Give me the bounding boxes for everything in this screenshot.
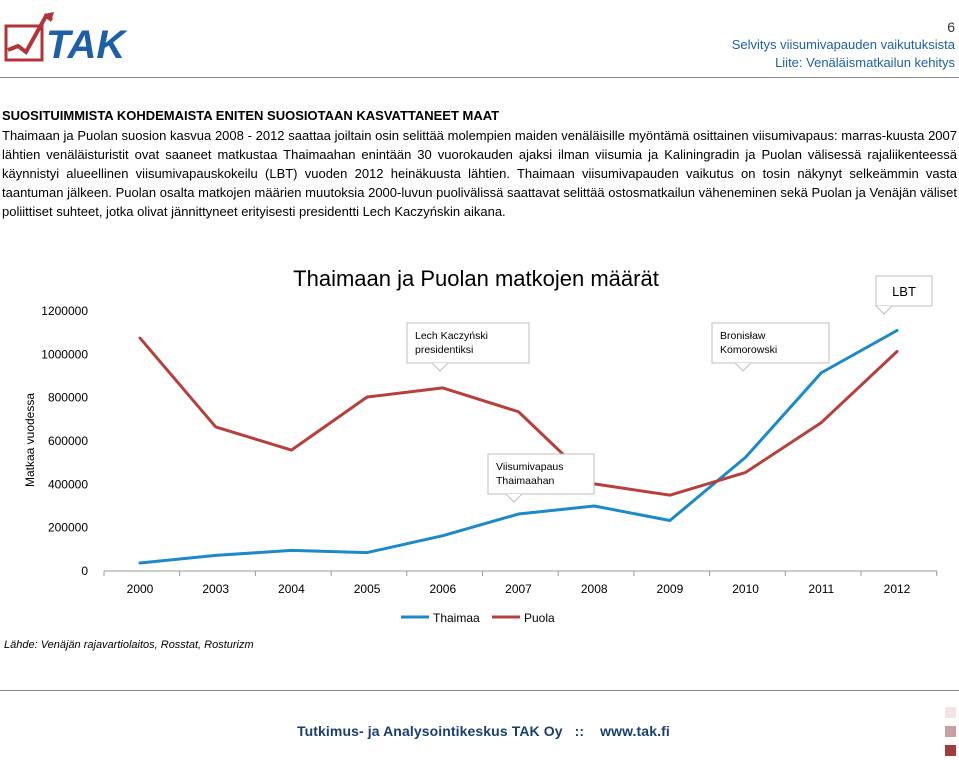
legend-item-thaimaa [401, 611, 480, 625]
x-tick-label: 2006 [429, 582, 457, 596]
annotation-text-line1: Lech Kaczyński [415, 330, 488, 342]
annotation-callout [876, 276, 932, 314]
logo-text: TAK [46, 23, 126, 66]
annotation-text-line2: Komorowski [720, 344, 778, 356]
x-tick-label: 2012 [883, 582, 911, 596]
line-chart [0, 248, 959, 633]
legend-label: Puola [524, 611, 555, 625]
decor-square-1 [945, 707, 956, 718]
header-line2: Liite: Venäläismatkailun kehitys [775, 55, 955, 70]
footer-divider [0, 690, 959, 691]
annotation-callout [488, 454, 594, 502]
x-tick-label: 2003 [202, 582, 230, 596]
x-tick-label: 2000 [126, 582, 154, 596]
y-tick-label: 200000 [47, 520, 88, 535]
source-note: Lähde: Venäjän rajavartiolaitos, Rosstat, Rosturizm [4, 639, 254, 651]
footer-org: Tutkimus- ja Analysointikeskus TAK Oy [297, 723, 563, 739]
y-tick-label: 0 [81, 564, 88, 578]
y-axis-label: Matkaa vuodessa [23, 392, 37, 488]
footer [297, 723, 670, 739]
annotation-text-line2: Thaimaahan [496, 475, 555, 487]
x-tick-label: 2010 [732, 582, 759, 596]
x-tick-label: 2011 [808, 582, 835, 596]
body-paragraph: Thaimaan ja Puolan suosion kasvua 2008 - 2012 saattaa joiltain osin selittää molempien maiden venäläisille myöntämä osittainen viisumivapaus: marras-kuusta 2007 lähtien venäläisturistit ovat saaneet matkustaa Thaimaahan enintään 30 vuorokauden ajaksi ilman viisumia ja Kaliningradin ja Puolan välisessä rajaliikenteessä käynnistyi alueellinen viisumivapauskokeilu (LBT) vuoden 2012 heinäkuusta lähtien. Thaimaan viisumivapauden vaikutus on tosin näkynyt selkeämmin vasta taantuman jälkeen. Puolan osalta matkojen määrien muutoksia 2000-luvun puolivälissä saattavat selittää ostosmatkailun väheneminen sekä Puolan ja Venäjän väliset poliittiset suhteet, jotka olivat jännittyneet erityisesti presidentti Lech Kaczyńskin aikana. [2, 128, 957, 219]
x-tick-label: 2004 [278, 582, 305, 596]
y-tick-label: 600000 [47, 434, 88, 448]
annotation-text-line1: Bronisław [720, 330, 766, 342]
decor-square-2 [945, 726, 956, 737]
legend-label: Thaimaa [433, 611, 480, 625]
annotation-callout [712, 323, 829, 371]
footer-url[interactable]: www.tak.fi [600, 723, 670, 739]
page-number: 6 [947, 19, 955, 35]
x-tick-label: 2007 [505, 582, 532, 596]
x-tick-label: 2009 [656, 582, 684, 596]
y-tick-label: 1200000 [41, 304, 88, 318]
footer-sep: :: [574, 723, 585, 739]
y-tick-label: 400000 [47, 477, 88, 492]
annotation-text: LBT [892, 284, 916, 299]
x-tick-label: 2005 [353, 582, 381, 596]
header-line1: Selvitys viisumivapauden vaikutuksista [731, 37, 955, 52]
section-title: SUOSITUIMMISTA KOHDEMAISTA ENITEN SUOSIOTAAN KASVATTANEET MAAT [2, 108, 500, 123]
legend-item-puola [492, 611, 555, 625]
tak-logo [4, 6, 144, 66]
header-info [732, 18, 955, 72]
annotation-callout [407, 323, 529, 371]
x-tick-label: 2008 [580, 582, 608, 596]
y-tick-label: 1000000 [41, 347, 88, 362]
header-divider [0, 77, 959, 78]
y-tick-label: 800000 [47, 390, 88, 405]
annotation-text-line1: Viisumivapaus [496, 461, 564, 473]
annotation-text-line2: presidentiksi [415, 344, 474, 356]
chart-title: Thaimaan ja Puolan matkojen määrät [293, 266, 659, 291]
decor-square-3 [945, 745, 956, 756]
